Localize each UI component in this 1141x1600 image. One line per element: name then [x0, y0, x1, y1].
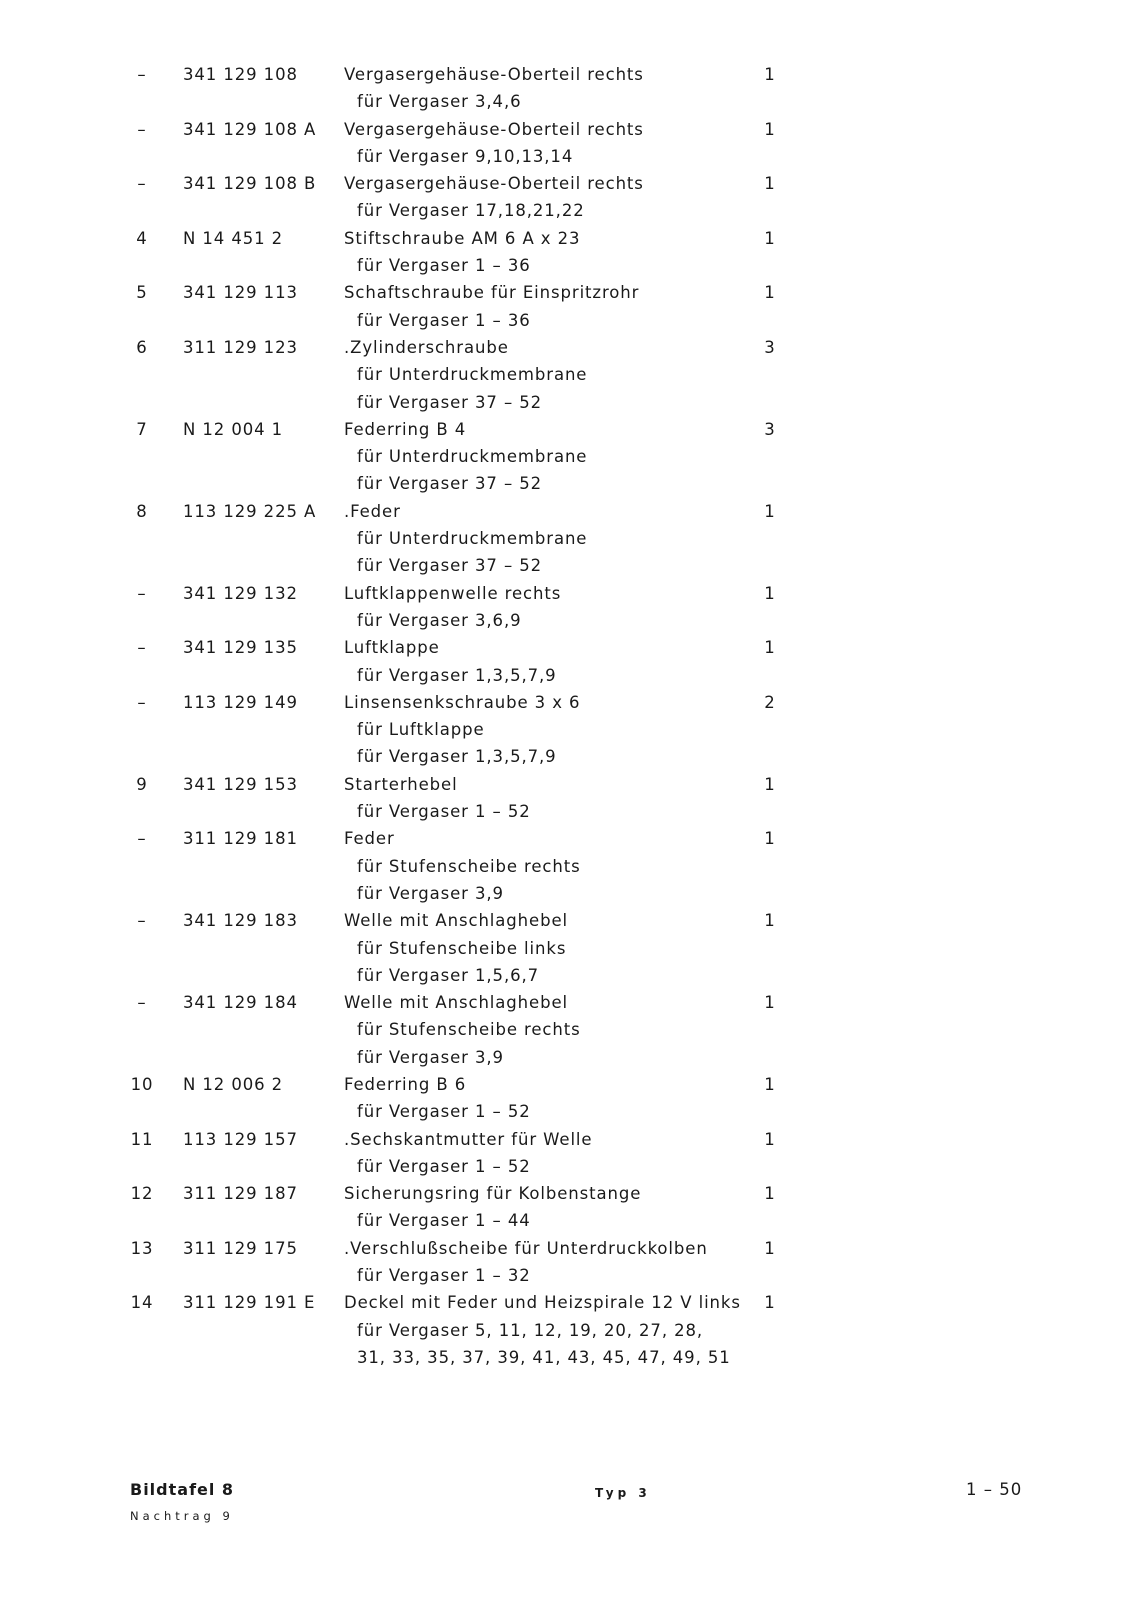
part-description: Vergasergehäuse-Oberteil rechts: [344, 65, 644, 84]
entry-main-line: [0, 581, 1141, 608]
part-number: 341 129 153: [183, 774, 298, 794]
entry-main-line: [0, 117, 1141, 144]
parts-entry: [0, 335, 1141, 417]
position-number: –: [137, 638, 147, 658]
part-usage-note: für Stufenscheibe links: [357, 938, 567, 958]
part-usage-note: für Vergaser 9,10,13,14: [357, 146, 574, 166]
part-description: Starterhebel: [344, 774, 458, 794]
parts-entry: [0, 1290, 1141, 1372]
part-description: Luftklappenwelle rechts: [344, 583, 562, 603]
entry-sub-line: [0, 198, 1141, 225]
part-number: 311 129 123: [183, 337, 298, 357]
entry-sub-line: [0, 1099, 1141, 1126]
entry-main-line: [0, 772, 1141, 799]
position-number: 5: [136, 283, 148, 303]
entry-sub-line: [0, 526, 1141, 553]
entry-main-line: [0, 1127, 1141, 1154]
entry-sub-line: [0, 854, 1141, 881]
entry-sub-line: [0, 471, 1141, 498]
part-usage-note: für Vergaser 1,3,5,7,9: [357, 747, 557, 767]
position-number: 11: [130, 1129, 154, 1149]
entry-sub-line: [0, 608, 1141, 635]
position-number: 10: [130, 1074, 154, 1094]
quantity: 1: [764, 911, 776, 931]
quantity: 1: [764, 228, 776, 248]
parts-entry: [0, 280, 1141, 335]
part-usage-note: für Luftklappe: [357, 720, 485, 740]
part-number: 341 129 108: [183, 65, 298, 84]
part-description: .Feder: [344, 501, 401, 521]
part-usage-note: für Vergaser 3,6,9: [357, 610, 522, 630]
position-number: –: [137, 993, 147, 1013]
part-usage-note: für Unterdruckmembrane: [357, 365, 588, 385]
parts-entry: [0, 581, 1141, 636]
quantity: 1: [764, 638, 776, 658]
entry-sub-line: [0, 253, 1141, 280]
part-description: Federring B 4: [344, 419, 467, 439]
part-number: 311 129 181: [183, 829, 298, 849]
position-number: –: [137, 174, 147, 194]
parts-entry: [0, 1236, 1141, 1291]
part-usage-note: für Unterdruckmembrane: [357, 529, 588, 549]
entry-sub-line: [0, 936, 1141, 963]
part-usage-note: für Unterdruckmembrane: [357, 447, 588, 467]
quantity: 1: [764, 774, 776, 794]
entry-sub-line: [0, 362, 1141, 389]
part-usage-note: für Vergaser 1 – 52: [357, 1156, 531, 1176]
part-number: 311 129 191 E: [183, 1293, 316, 1313]
quantity: 1: [764, 1184, 776, 1204]
position-number: 8: [136, 501, 148, 521]
part-description: Deckel mit Feder und Heizspirale 12 V links: [344, 1293, 741, 1313]
position-number: –: [137, 829, 147, 849]
part-usage-note: für Vergaser 3,9: [357, 883, 504, 903]
position-number: –: [137, 692, 147, 712]
entry-main-line: [0, 280, 1141, 307]
quantity: 1: [764, 119, 776, 139]
plate-label: Bildtafel 8: [130, 1480, 235, 1499]
part-usage-note: für Stufenscheibe rechts: [357, 856, 581, 876]
part-number: 341 129 135: [183, 638, 298, 658]
quantity: 1: [764, 1129, 776, 1149]
entry-sub-line: [0, 963, 1141, 990]
part-description: .Verschlußscheibe für Unterdruckkolben: [344, 1238, 708, 1258]
entry-main-line: [0, 171, 1141, 198]
part-description: Sicherungsring für Kolbenstange: [344, 1184, 642, 1204]
entry-main-line: [0, 1181, 1141, 1208]
part-description: Federring B 6: [344, 1074, 467, 1094]
quantity: 1: [764, 993, 776, 1013]
entry-sub-line: [0, 663, 1141, 690]
entry-sub-line: [0, 444, 1141, 471]
part-usage-note: für Vergaser 37 – 52: [357, 556, 543, 576]
parts-entry: [0, 772, 1141, 827]
parts-entry: [0, 417, 1141, 499]
part-usage-note: für Vergaser 1 – 36: [357, 310, 531, 330]
part-usage-note: für Vergaser 5, 11, 12, 19, 20, 27, 28,: [357, 1320, 704, 1340]
part-description: Welle mit Anschlaghebel: [344, 993, 568, 1013]
part-number: N 12 006 2: [183, 1074, 284, 1094]
parts-entry: [0, 635, 1141, 690]
part-usage-note: für Vergaser 3,9: [357, 1047, 504, 1067]
part-number: 113 129 157: [183, 1129, 298, 1149]
part-usage-note: für Vergaser 1 – 36: [357, 256, 531, 276]
entry-main-line: [0, 499, 1141, 526]
part-number: N 14 451 2: [183, 228, 284, 248]
part-usage-note: für Vergaser 1,3,5,7,9: [357, 665, 557, 685]
quantity: 1: [764, 65, 776, 84]
parts-entry: [0, 690, 1141, 772]
parts-list: [0, 62, 1141, 1372]
part-description: .Zylinderschraube: [344, 337, 509, 357]
part-usage-note: für Vergaser 1 – 52: [357, 802, 531, 822]
entry-main-line: [0, 1290, 1141, 1317]
parts-entry: [0, 1127, 1141, 1182]
part-description: Vergasergehäuse-Oberteil rechts: [344, 119, 644, 139]
entry-sub-line: [0, 1345, 1141, 1372]
quantity: 1: [764, 501, 776, 521]
entry-main-line: [0, 62, 1141, 89]
entry-sub-line: [0, 717, 1141, 744]
part-usage-note: für Stufenscheibe rechts: [357, 1020, 581, 1040]
quantity: 2: [764, 692, 776, 712]
entry-main-line: [0, 226, 1141, 253]
part-description: Vergasergehäuse-Oberteil rechts: [344, 174, 644, 194]
entry-main-line: [0, 908, 1141, 935]
part-usage-note: für Vergaser 3,4,6: [357, 92, 522, 112]
position-number: –: [137, 583, 147, 603]
part-description: Feder: [344, 829, 395, 849]
quantity: 1: [764, 583, 776, 603]
entry-main-line: [0, 335, 1141, 362]
entry-main-line: [0, 690, 1141, 717]
part-number: 311 129 175: [183, 1238, 298, 1258]
entry-sub-line: [0, 1318, 1141, 1345]
parts-entry: [0, 1072, 1141, 1127]
position-number: –: [137, 911, 147, 931]
entry-sub-line: [0, 744, 1141, 771]
entry-main-line: [0, 635, 1141, 662]
part-number: 341 129 108 B: [183, 174, 317, 194]
position-number: 6: [136, 337, 148, 357]
quantity: 1: [764, 829, 776, 849]
parts-entry: [0, 117, 1141, 172]
entry-sub-line: [0, 144, 1141, 171]
parts-entry: [0, 499, 1141, 581]
entry-main-line: [0, 826, 1141, 853]
footer-left: [130, 1480, 234, 1523]
part-usage-note: für Vergaser 37 – 52: [357, 474, 543, 494]
parts-entry: [0, 908, 1141, 990]
part-usage-note: für Vergaser 1,5,6,7: [357, 965, 540, 985]
quantity: 1: [764, 1238, 776, 1258]
quantity: 1: [764, 283, 776, 303]
part-description: Linsensenkschraube 3 x 6: [344, 692, 581, 712]
part-usage-note: für Vergaser 37 – 52: [357, 392, 543, 412]
part-description: .Sechskantmutter für Welle: [344, 1129, 593, 1149]
entry-main-line: [0, 990, 1141, 1017]
part-number: 311 129 187: [183, 1184, 298, 1204]
position-number: 9: [136, 774, 148, 794]
quantity: 3: [764, 419, 776, 439]
part-description: Welle mit Anschlaghebel: [344, 911, 568, 931]
quantity: 1: [764, 1293, 776, 1313]
position-number: 12: [130, 1184, 154, 1204]
position-number: 7: [136, 419, 148, 439]
parts-entry: [0, 226, 1141, 281]
part-usage-note: für Vergaser 1 – 32: [357, 1266, 531, 1286]
part-number: 341 129 113: [183, 283, 298, 303]
entry-sub-line: [0, 1045, 1141, 1072]
part-description: Stiftschraube AM 6 A x 23: [344, 228, 581, 248]
parts-entry: [0, 171, 1141, 226]
entry-sub-line: [0, 1154, 1141, 1181]
page-number: 1 – 50: [966, 1480, 1023, 1499]
part-description: Luftklappe: [344, 638, 440, 658]
entry-sub-line: [0, 89, 1141, 116]
part-number: 341 129 184: [183, 993, 298, 1013]
entry-sub-line: [0, 799, 1141, 826]
entry-sub-line: [0, 390, 1141, 417]
entry-sub-line: [0, 1208, 1141, 1235]
part-usage-note: für Vergaser 1 – 52: [357, 1102, 531, 1122]
position-number: 14: [130, 1293, 154, 1313]
part-number: N 12 004 1: [183, 419, 284, 439]
quantity: 3: [764, 337, 776, 357]
quantity: 1: [764, 1074, 776, 1094]
position-number: 4: [136, 228, 148, 248]
entry-sub-line: [0, 553, 1141, 580]
parts-entry: [0, 990, 1141, 1072]
position-number: –: [137, 65, 147, 84]
parts-entry: [0, 62, 1141, 117]
entry-sub-line: [0, 308, 1141, 335]
position-number: 13: [130, 1238, 154, 1258]
quantity: 1: [764, 174, 776, 194]
entry-main-line: [0, 417, 1141, 444]
entry-sub-line: [0, 1263, 1141, 1290]
part-number: 341 129 183: [183, 911, 298, 931]
part-usage-note: für Vergaser 1 – 44: [357, 1211, 531, 1231]
entry-main-line: [0, 1236, 1141, 1263]
entry-sub-line: [0, 881, 1141, 908]
parts-entry: [0, 1181, 1141, 1236]
part-number: 341 129 108 A: [183, 119, 317, 139]
position-number: –: [137, 119, 147, 139]
part-description: Schaftschraube für Einspritzrohr: [344, 283, 640, 303]
part-number: 113 129 225 A: [183, 501, 317, 521]
part-number: 113 129 149: [183, 692, 298, 712]
part-usage-note: für Vergaser 17,18,21,22: [357, 201, 585, 221]
parts-entry: [0, 826, 1141, 908]
entry-sub-line: [0, 1017, 1141, 1044]
supplement-label: Nachtrag 9: [130, 1509, 234, 1523]
type-label: Typ 3: [595, 1486, 651, 1500]
part-number: 341 129 132: [183, 583, 298, 603]
part-usage-note: 31, 33, 35, 37, 39, 41, 43, 45, 47, 49, 51: [357, 1347, 731, 1367]
entry-main-line: [0, 1072, 1141, 1099]
